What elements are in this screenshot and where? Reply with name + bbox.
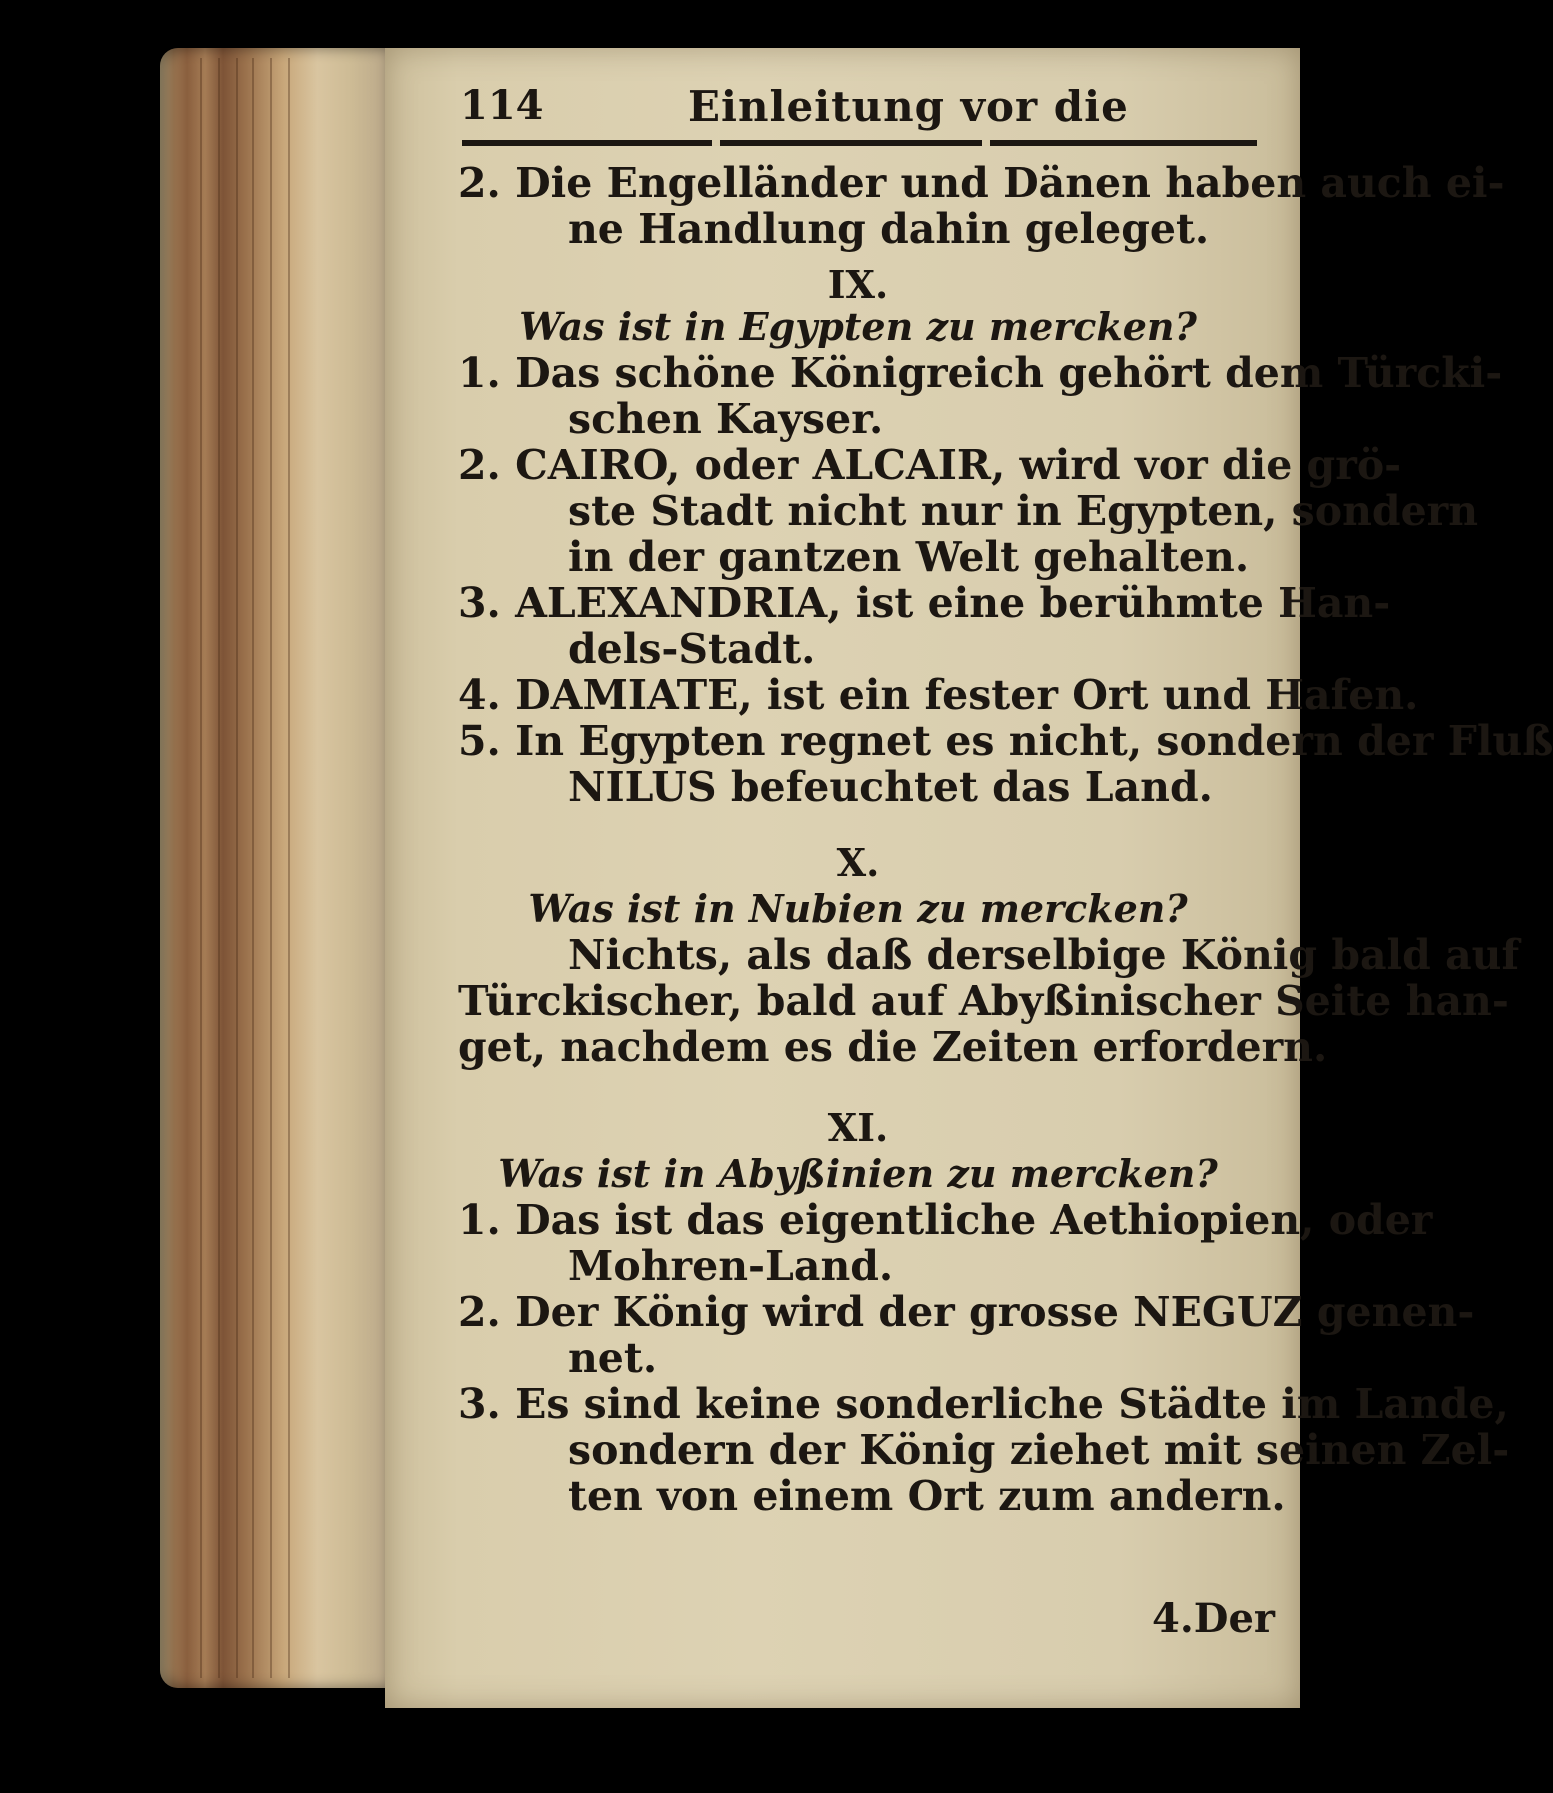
text-line: 1. Das schöne Königreich gehört dem Türcki- (458, 349, 1503, 397)
text-line: dels-Stadt. (568, 625, 816, 673)
text-line: in der gantzen Welt gehalten. (568, 533, 1250, 581)
section-numeral-ix: IX. (827, 262, 889, 307)
catchword: 4.Der (1152, 1595, 1275, 1642)
text-line: 3. ALEXANDRIA, ist eine berühmte Han- (458, 579, 1391, 627)
text-line: 2. Der König wird der grosse NEGUZ genen- (458, 1288, 1475, 1336)
text-line: ste Stadt nicht nur in Egypten, sondern (568, 487, 1479, 535)
text-line: sondern der König ziehet mit seinen Zel- (568, 1426, 1510, 1474)
section-question-x: Was ist in Nubien zu mercken? (528, 886, 1188, 931)
section-question-xi: Was ist in Abyßinien zu mercken? (498, 1151, 1218, 1196)
text-line: net. (568, 1334, 658, 1382)
section-numeral-xi: XI. (827, 1105, 889, 1150)
running-head: Einleitung vor die (688, 82, 1129, 131)
book-page-edges (160, 48, 385, 1688)
header-rule (462, 140, 1257, 146)
text-line: ne Handlung dahin geleget. (568, 205, 1210, 253)
text-line: 2. Die Engelländer und Dänen haben auch ei- (458, 159, 1505, 207)
text-line: 3. Es sind keine sonderliche Städte im Lande, (458, 1380, 1509, 1428)
text-line: Türckischer, bald auf Abyßinischer Seite han- (458, 977, 1509, 1025)
page-header (460, 82, 1260, 132)
text-line: NILUS befeuchtet das Land. (568, 763, 1213, 811)
section-question-ix: Was ist in Egypten zu mercken? (519, 304, 1197, 349)
page-number: 114 (460, 82, 544, 129)
text-line: 5. In Egypten regnet es nicht, sondern der Fluß (458, 717, 1553, 765)
text-line: Mohren-Land. (568, 1242, 894, 1290)
text-line: 2. CAIRO, oder ALCAIR, wird vor die grö- (458, 441, 1402, 489)
text-line: get, nachdem es die Zeiten erfordern. (458, 1023, 1328, 1071)
section-numeral-x: X. (836, 840, 880, 885)
text-line: 1. Das ist das eigentliche Aethiopien, oder (458, 1196, 1433, 1244)
text-line: 4. DAMIATE, ist ein fester Ort und Hafen. (458, 671, 1419, 719)
text-line: Nichts, als daß derselbige König bald auf (568, 931, 1520, 979)
text-line: schen Kayser. (568, 395, 884, 443)
text-line: ten von einem Ort zum andern. (568, 1472, 1286, 1520)
